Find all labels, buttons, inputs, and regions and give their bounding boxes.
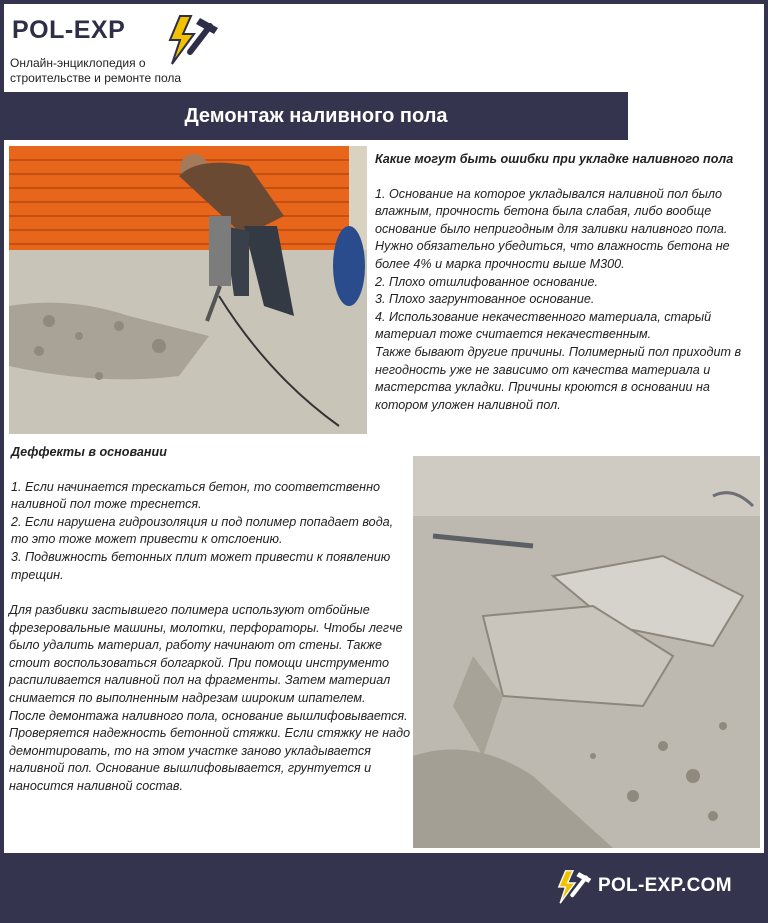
footer-site-name: POL-EXP.COM bbox=[598, 875, 732, 896]
errors-item-1: 1. Основание на которое укладывался наливной пол было влажным, прочность бетона была слабая, либо вообще основание было непригодным для заливки наливного пола. Нужно обязательно убедиться, что влажность бетона не более 4% и марка прочности выше М300. bbox=[375, 186, 730, 271]
defects-item-3: 3. Подвижность бетонных плит может привести к появлению трещин. bbox=[11, 549, 391, 582]
defects-item-2: 2. Если нарушена гидроизоляция и под полимер попадает вода, то это тоже может привести к отслоению. bbox=[11, 514, 394, 547]
errors-item-2: 2. Плохо отшлифованное основание. bbox=[375, 274, 598, 289]
logo-wordmark: POL-EXP bbox=[12, 16, 126, 44]
defects-heading: Деффекты в основании bbox=[11, 445, 167, 459]
page-title: Демонтаж наливного пола bbox=[4, 92, 628, 140]
errors-other-causes: Также бывают другие причины. Полимерный пол приходит в негодность уже не зависимо от качества материала и мастерства укладки. Причины кроются в основании на котором уложен наливной пол. bbox=[375, 344, 742, 412]
errors-item-4: 4. Использование некачественного материала, старый материал тоже считается некачественным. bbox=[375, 309, 712, 342]
footer-logo[interactable] bbox=[552, 867, 762, 907]
errors-section bbox=[375, 151, 761, 414]
cracked-floor-photo bbox=[413, 456, 760, 848]
defects-section bbox=[11, 444, 409, 584]
demontage-paragraph-1: Для разбивки застывшего полимера используют отбойные фрезеровальные машины, молотки, перфораторы. Чтобы легче было удалить материал, работу начинают от стены. Также стоит воспользоваться болгаркой. При помощи инструменто распиливается наливной пол на фрагменты. Затем материал снимается по выполненным надрезам широким шпателем. bbox=[9, 603, 403, 705]
worker-jackhammer-photo bbox=[9, 146, 367, 434]
demontage-section bbox=[9, 602, 417, 796]
site-logo[interactable] bbox=[4, 4, 254, 84]
errors-item-3: 3. Плохо загрунтованное основание. bbox=[375, 292, 595, 307]
logo-tagline: Онлайн-энциклопедия о строительстве и ремонте пола bbox=[10, 56, 182, 85]
lightning-hammer-icon bbox=[552, 867, 594, 907]
defects-item-1: 1. Если начинается трескаться бетон, то соответственно наливной пол тоже треснется. bbox=[11, 479, 381, 512]
demontage-paragraph-2: После демонтажа наливного пола, основание вышлифовывается. Проверяется надежность бетонной стяжки. Если стяжку не надо демонтировать, то на этом участке заново укладывается наливной пол. Основание вышлифовывается, грунтуется и наносится наливной состав. bbox=[9, 708, 411, 793]
errors-heading: Какие могут быть ошибки при укладке наливного пола bbox=[375, 152, 734, 166]
